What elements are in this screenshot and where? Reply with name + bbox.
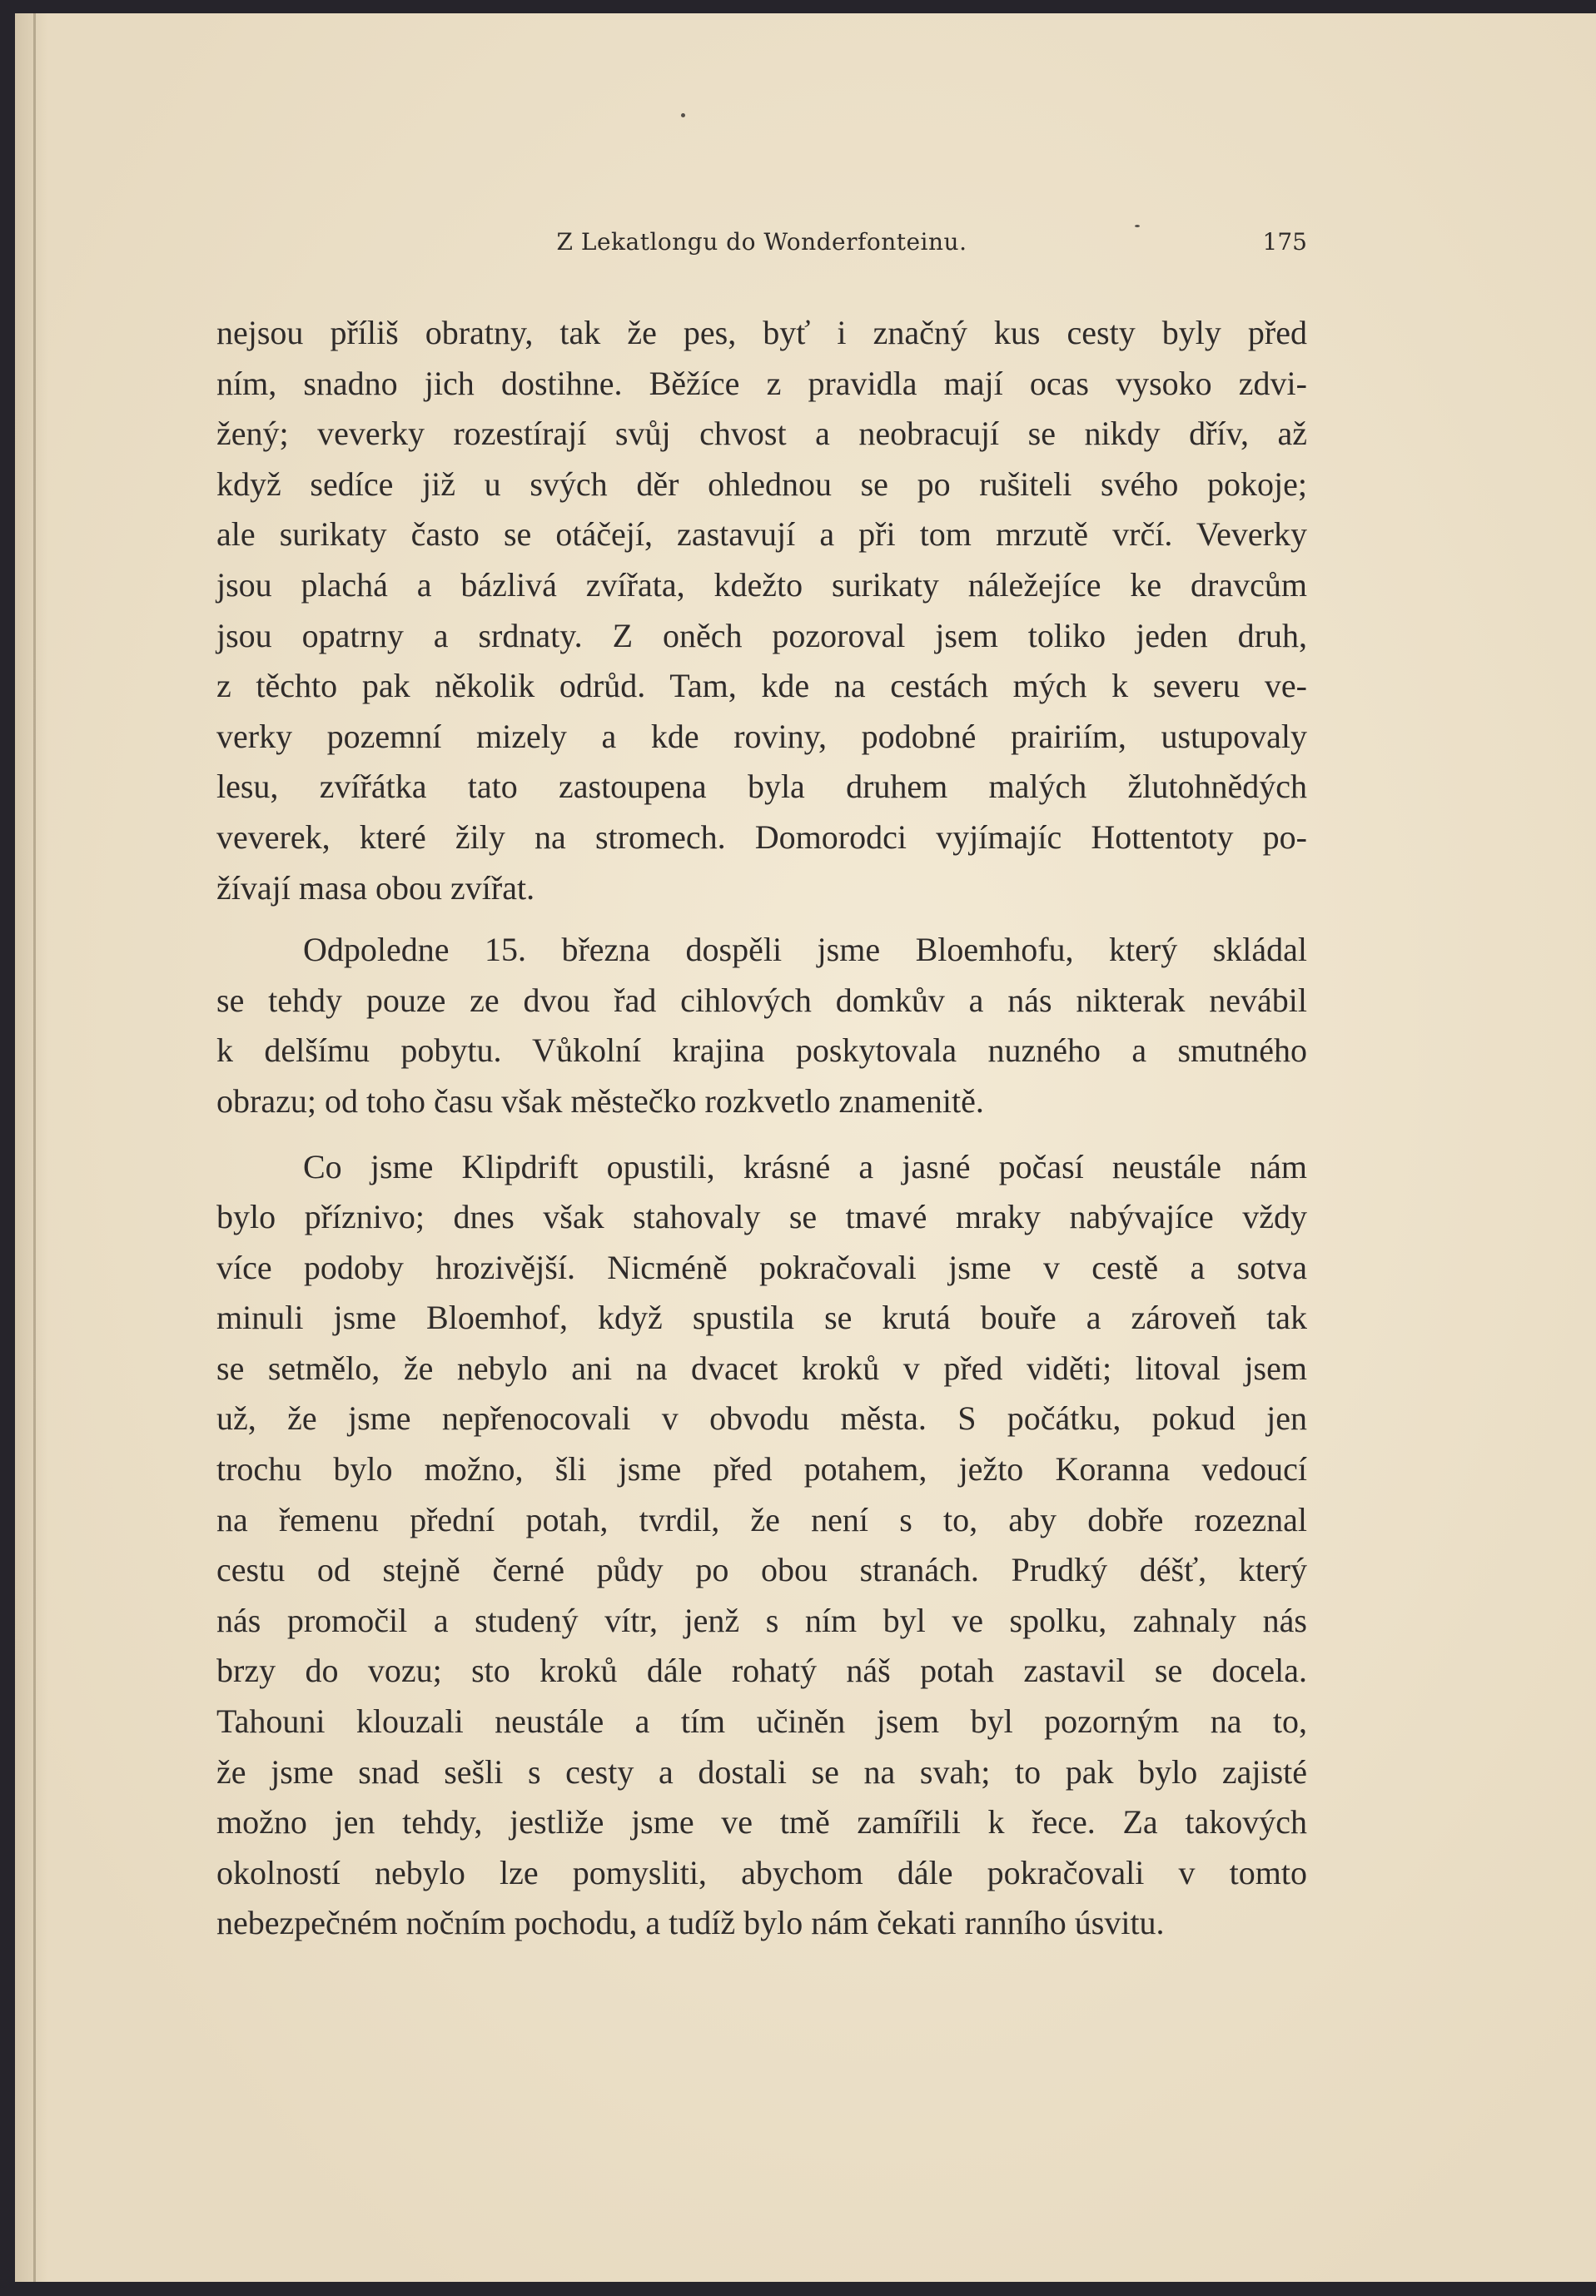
text-line: brzy do vozu; sto kroků dále rohatý náš potah zastavil se docela. <box>216 1652 1307 1690</box>
paragraph-3 <box>216 1142 1307 1950</box>
text-line: okolností nebylo lze pomysliti, abychom dále pokračovali v tomto <box>216 1853 1307 1891</box>
text-line: na řemenu přední potah, tvrdil, že není s to, aby dobře rozeznal <box>216 1500 1307 1538</box>
paper-speck <box>681 113 685 117</box>
text-line: se tehdy pouze ze dvou řad cihlových domkův a nás nikterak nevábil <box>216 981 1307 1019</box>
text-line: žený; veverky rozestírají svůj chvost a neobracují se nikdy dřív, až <box>216 415 1307 453</box>
page-header <box>216 228 1307 261</box>
text-line: už, že jsme nepřenocovali v obvodu města. S počátku, pokud jen <box>216 1399 1307 1438</box>
paragraph-2 <box>216 925 1307 1126</box>
paragraph-1 <box>216 308 1307 913</box>
paper-speck <box>1135 225 1140 227</box>
text-line: jsou plachá a bázlivá zvířata, kdežto surikaty náležejíce ke dravcům <box>216 565 1307 604</box>
text-line: více podoby hrozivější. Nicméně pokračovali jsme v cestě a sotva <box>216 1248 1307 1286</box>
text-line: když sedíce již u svých děr ohlednou se po rušiteli svého pokoje; <box>216 465 1307 503</box>
text-line: že jsme snad sešli s cesty a dostali se na svah; to pak bylo zajisté <box>216 1752 1307 1791</box>
page-gutter <box>33 13 36 2282</box>
text-line: ale surikaty často se otáčejí, zastavují a při tom mrzutě vrčí. Veverky <box>216 515 1307 554</box>
page-number: 175 <box>1262 228 1307 256</box>
text-line: ním, snadno jich dostihne. Běžíce z pravidla mají ocas vysoko zdvi- <box>216 364 1307 402</box>
text-line: nás promočil a studený vítr, jenž s ním byl ve spolku, zahnaly nás <box>216 1601 1307 1639</box>
text-line: z těchto pak několik odrůd. Tam, kde na cestách mých k severu ve- <box>216 667 1307 705</box>
text-line: verky pozemní mizely a kde roviny, podobné prairiím, ustupovaly <box>216 717 1307 755</box>
text-line: nejsou příliš obratny, tak že pes, byť i značný kus cesty byly před <box>216 314 1307 351</box>
text-line: Co jsme Klipdrift opustili, krásné a jasné počasí neustále nám <box>303 1147 1307 1185</box>
text-line: k delšímu pobytu. Vůkolní krajina poskytovala nuzného a smutného <box>216 1031 1307 1070</box>
text-line: možno jen tehdy, jestliže jsme ve tmě zamířili k řece. Za takových <box>216 1803 1307 1841</box>
text-line: lesu, zvířátka tato zastoupena byla druhem malých žlutohnědých <box>216 768 1307 806</box>
text-line: se setmělo, že nebylo ani na dvacet kroků v před viděti; litoval jsem <box>216 1349 1307 1387</box>
text-line: trochu bylo možno, šli jsme před potahem, ježto Koranna vedoucí <box>216 1450 1307 1488</box>
body-text <box>216 308 1307 1949</box>
text-line: minuli jsme Bloemhof, když spustila se krutá bouře a zároveň tak <box>216 1299 1307 1337</box>
text-line: žívají masa obou zvířat. <box>216 868 535 907</box>
text-line: Tahouni klouzali neustále a tím učiněn jsem byl pozorným na to, <box>216 1702 1307 1741</box>
text-line: bylo příznivo; dnes však stahovaly se tmavé mraky nabývajíce vždy <box>216 1198 1307 1236</box>
running-title: Z Lekatlongu do Wonderfonteinu. <box>556 228 967 256</box>
text-line: cestu od stejně černé půdy po obou stranách. Prudký déšť, který <box>216 1551 1307 1589</box>
text-line: Odpoledne 15. března dospěli jsme Bloemhofu, který skládal <box>303 931 1307 969</box>
text-line: jsou opatrny a srdnaty. Z oněch pozoroval jsem toliko jeden druh, <box>216 616 1307 654</box>
text-line: obrazu; od toho času však městečko rozkvetlo znamenitě. <box>216 1081 984 1120</box>
text-line: veverek, které žily na stromech. Domorodci vyjímajíc Hottentoty po- <box>216 818 1307 856</box>
text-line: nebezpečném nočním pochodu, a tudíž bylo nám čekati ranního úsvitu. <box>216 1904 1165 1942</box>
